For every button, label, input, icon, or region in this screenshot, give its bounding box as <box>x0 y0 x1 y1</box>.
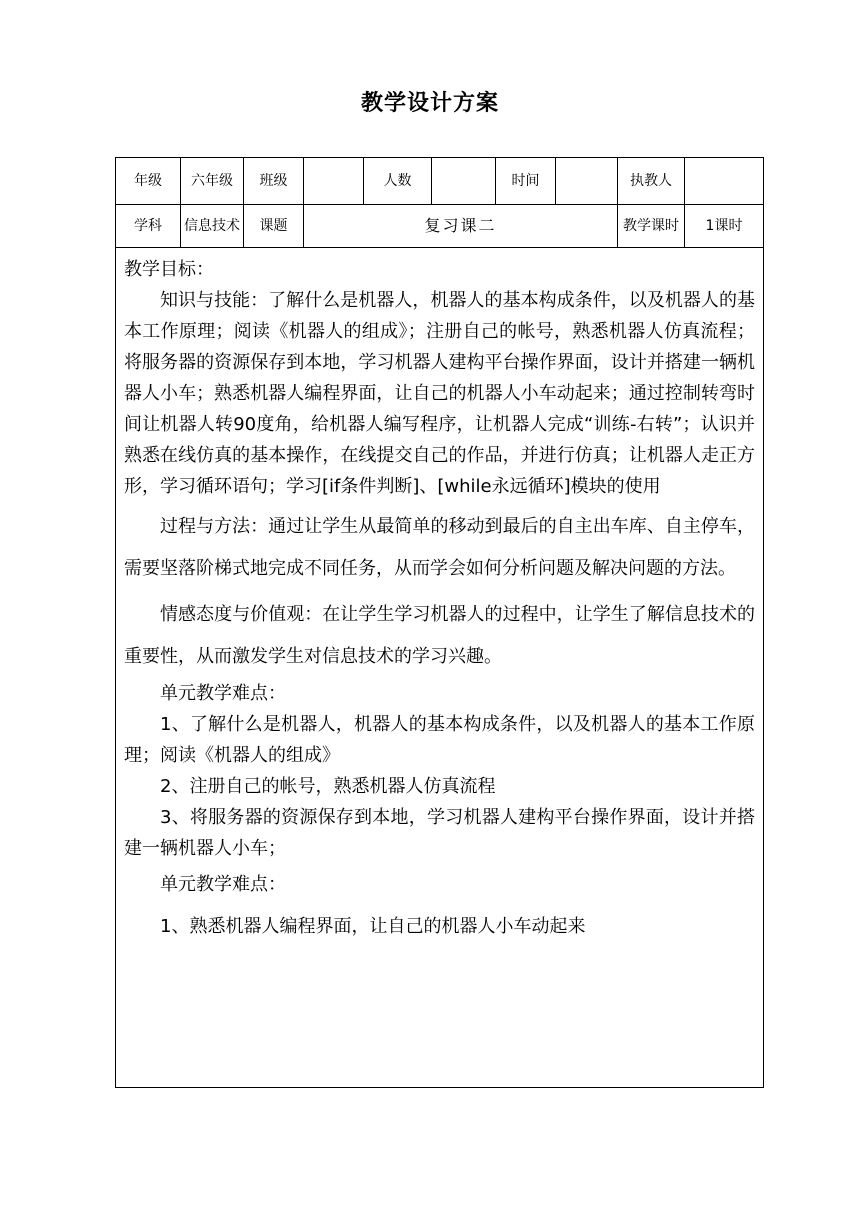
emotion-paragraph: 情感态度与价值观：在让学生学习机器人的过程中，让学生了解信息技术的重要性，从而激发学生对信息技术的学习兴趣。 <box>124 604 755 667</box>
class-value <box>304 158 364 205</box>
goals-heading: 教学目标： <box>124 259 214 280</box>
grade-label: 年级 <box>116 158 181 205</box>
subject-label: 学科 <box>116 205 181 248</box>
body-row <box>116 248 764 1088</box>
teacher-value <box>685 158 764 205</box>
header-row-2 <box>116 205 764 248</box>
list-item: 1、了解什么是机器人，机器人的基本构成条件，以及机器人的基本工作原理；阅读《机器人的组成》 <box>124 714 755 766</box>
page-title: 教学设计方案 <box>360 91 499 116</box>
list-item: 1、熟悉机器人编程界面，让自己的机器人小车动起来 <box>160 916 586 937</box>
topic-value: 复习课二 <box>304 205 618 248</box>
body-content <box>116 248 763 948</box>
process-paragraph: 过程与方法：通过让学生从最简单的移动到最后的自主出车库、自主停车，需要坚落阶梯式地完成不同任务，从而学会如何分析问题及解决问题的方法。 <box>124 516 755 579</box>
time-label: 时间 <box>496 158 556 205</box>
count-value <box>432 158 496 205</box>
hours-value: 1课时 <box>685 205 764 248</box>
body-cell <box>116 248 764 1088</box>
hours-label: 教学课时 <box>618 205 685 248</box>
class-label: 班级 <box>244 158 304 205</box>
teacher-label: 执教人 <box>618 158 685 205</box>
grade-value: 六年级 <box>181 158 244 205</box>
unit-difficulty-heading: 单元教学难点： <box>160 683 286 704</box>
time-value <box>556 158 618 205</box>
knowledge-paragraph: 知识与技能：了解什么是机器人，机器人的基本构成条件，以及机器人的基本工作原理；阅读《机器人的组成》；注册自己的帐号，熟悉机器人仿真流程；将服务器的资源保存到本地，学习机器人建构平台操作界面，设计并搭建一辆机器人小车；熟悉机器人编程界面，让自己的机器人小车动起来；通过控制转弯时间让机器人转90度角，给机器人编写程序，让机器人完成“训练-右转”；认识并熟悉在线仿真的基本操作，在线提交自己的作品，并进行仿真；让机器人走正方形，学习循环语句；学习[if条件判断]、[while永远循环]模块的使用 <box>124 290 755 497</box>
topic-label: 课题 <box>244 205 304 248</box>
unit-difficulty-heading: 单元教学难点： <box>160 874 286 895</box>
header-row-1 <box>116 158 764 205</box>
count-label: 人数 <box>364 158 432 205</box>
subject-value: 信息技术 <box>181 205 244 248</box>
list-item: 2、注册自己的帐号，熟悉机器人仿真流程 <box>160 776 496 797</box>
list-item: 3、将服务器的资源保存到本地，学习机器人建构平台操作界面，设计并搭建一辆机器人小车； <box>124 807 755 859</box>
lesson-plan-table <box>115 157 764 1088</box>
